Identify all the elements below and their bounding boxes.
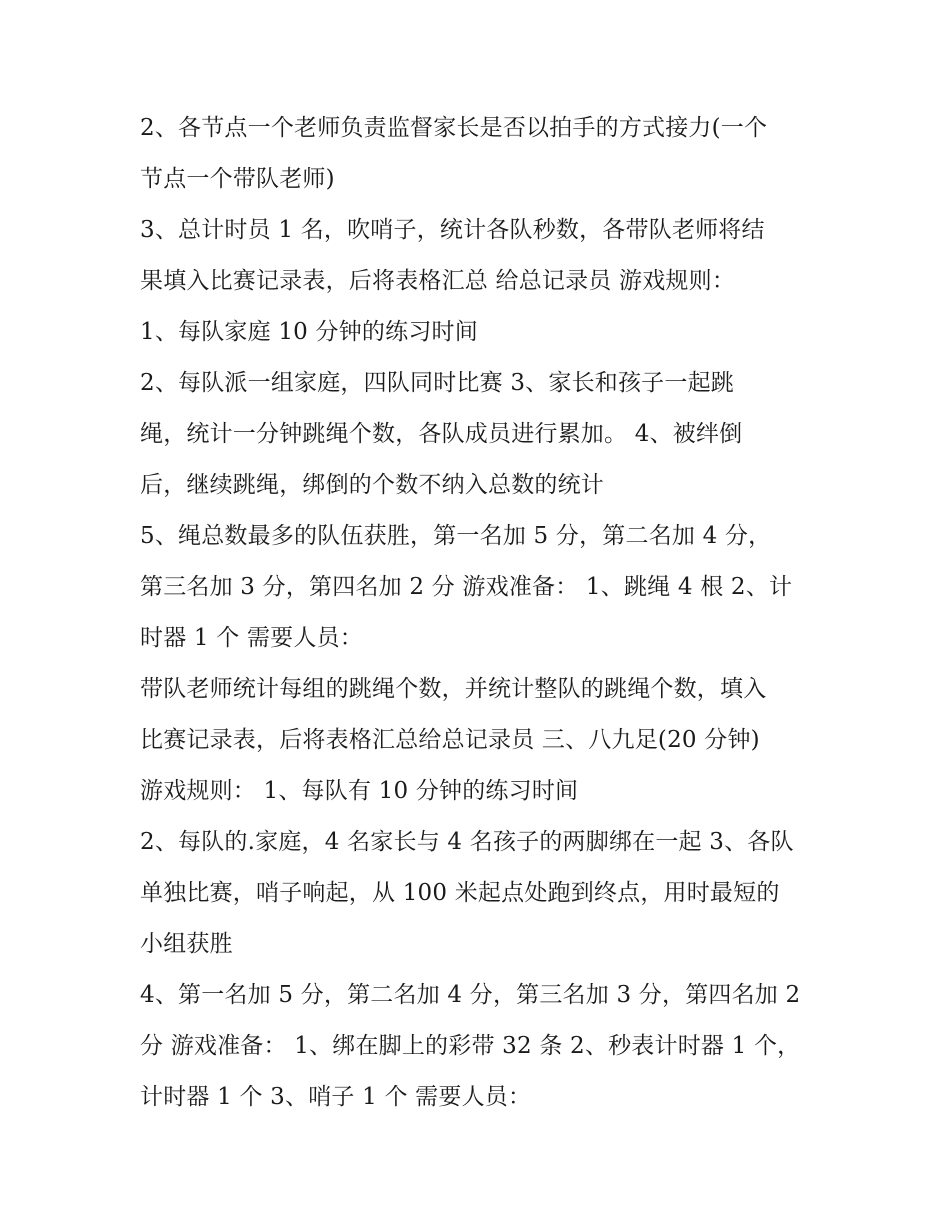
document-body [140, 103, 820, 1123]
paragraph-1 [140, 103, 820, 205]
paragraph-4 [140, 358, 820, 511]
text-line: 第三名加 3 分，第四名加 2 分 游戏准备： 1、跳绳 4 根 2、计 [140, 574, 793, 600]
text-line: 比赛记录表，后将表格汇总给总记录员 三、八九足(20 分钟) [140, 727, 760, 753]
text-line: 节点一个带队老师) [140, 166, 335, 192]
paragraph-7 [140, 817, 820, 970]
text-line: 4、第一名加 5 分，第二名加 4 分，第三名加 3 分，第四名加 2 [140, 982, 801, 1008]
text-line: 单独比赛，哨子响起，从 100 米起点处跑到终点，用时最短的 [140, 880, 780, 906]
text-line: 5、绳总数最多的队伍获胜，第一名加 5 分，第二名加 4 分， [140, 523, 772, 549]
text-line: 分 游戏准备： 1、绑在脚上的彩带 32 条 2、秒表计时器 1 个， [140, 1033, 801, 1059]
paragraph-6 [140, 664, 820, 817]
text-line: 时器 1 个 需要人员： [140, 625, 363, 651]
text-line: 绳，统计一分钟跳绳个数，各队成员进行累加。 4、被绊倒 [140, 421, 743, 447]
text-line: 计时器 1 个 3、哨子 1 个 需要人员： [140, 1084, 532, 1110]
paragraph-2 [140, 205, 820, 307]
text-line: 2、每队派一组家庭，四队同时比赛 3、家长和孩子一起跳 [140, 370, 734, 396]
text-line: 2、每队的.家庭，4 名家长与 4 名孩子的两脚绑在一起 3、各队 [140, 829, 794, 855]
text-line: 2、各节点一个老师负责监督家长是否以拍手的方式接力(一个 [140, 115, 768, 141]
paragraph-3 [140, 307, 820, 358]
text-line: 1、每队家庭 10 分钟的练习时间 [140, 319, 478, 345]
paragraph-5 [140, 511, 820, 664]
text-line: 果填入比赛记录表，后将表格汇总 给总记录员 游戏规则： [140, 268, 736, 294]
text-line: 后，继续跳绳，绑倒的个数不纳入总数的统计 [140, 472, 604, 498]
text-line: 3、总计时员 1 名，吹哨子，统计各队秒数，各带队老师将结 [140, 217, 765, 243]
text-line: 小组获胜 [140, 931, 233, 957]
text-line: 游戏规则： 1、每队有 10 分钟的练习时间 [140, 778, 579, 804]
text-line: 带队老师统计每组的跳绳个数，并统计整队的跳绳个数，填入 [140, 676, 767, 702]
paragraph-8 [140, 970, 820, 1123]
